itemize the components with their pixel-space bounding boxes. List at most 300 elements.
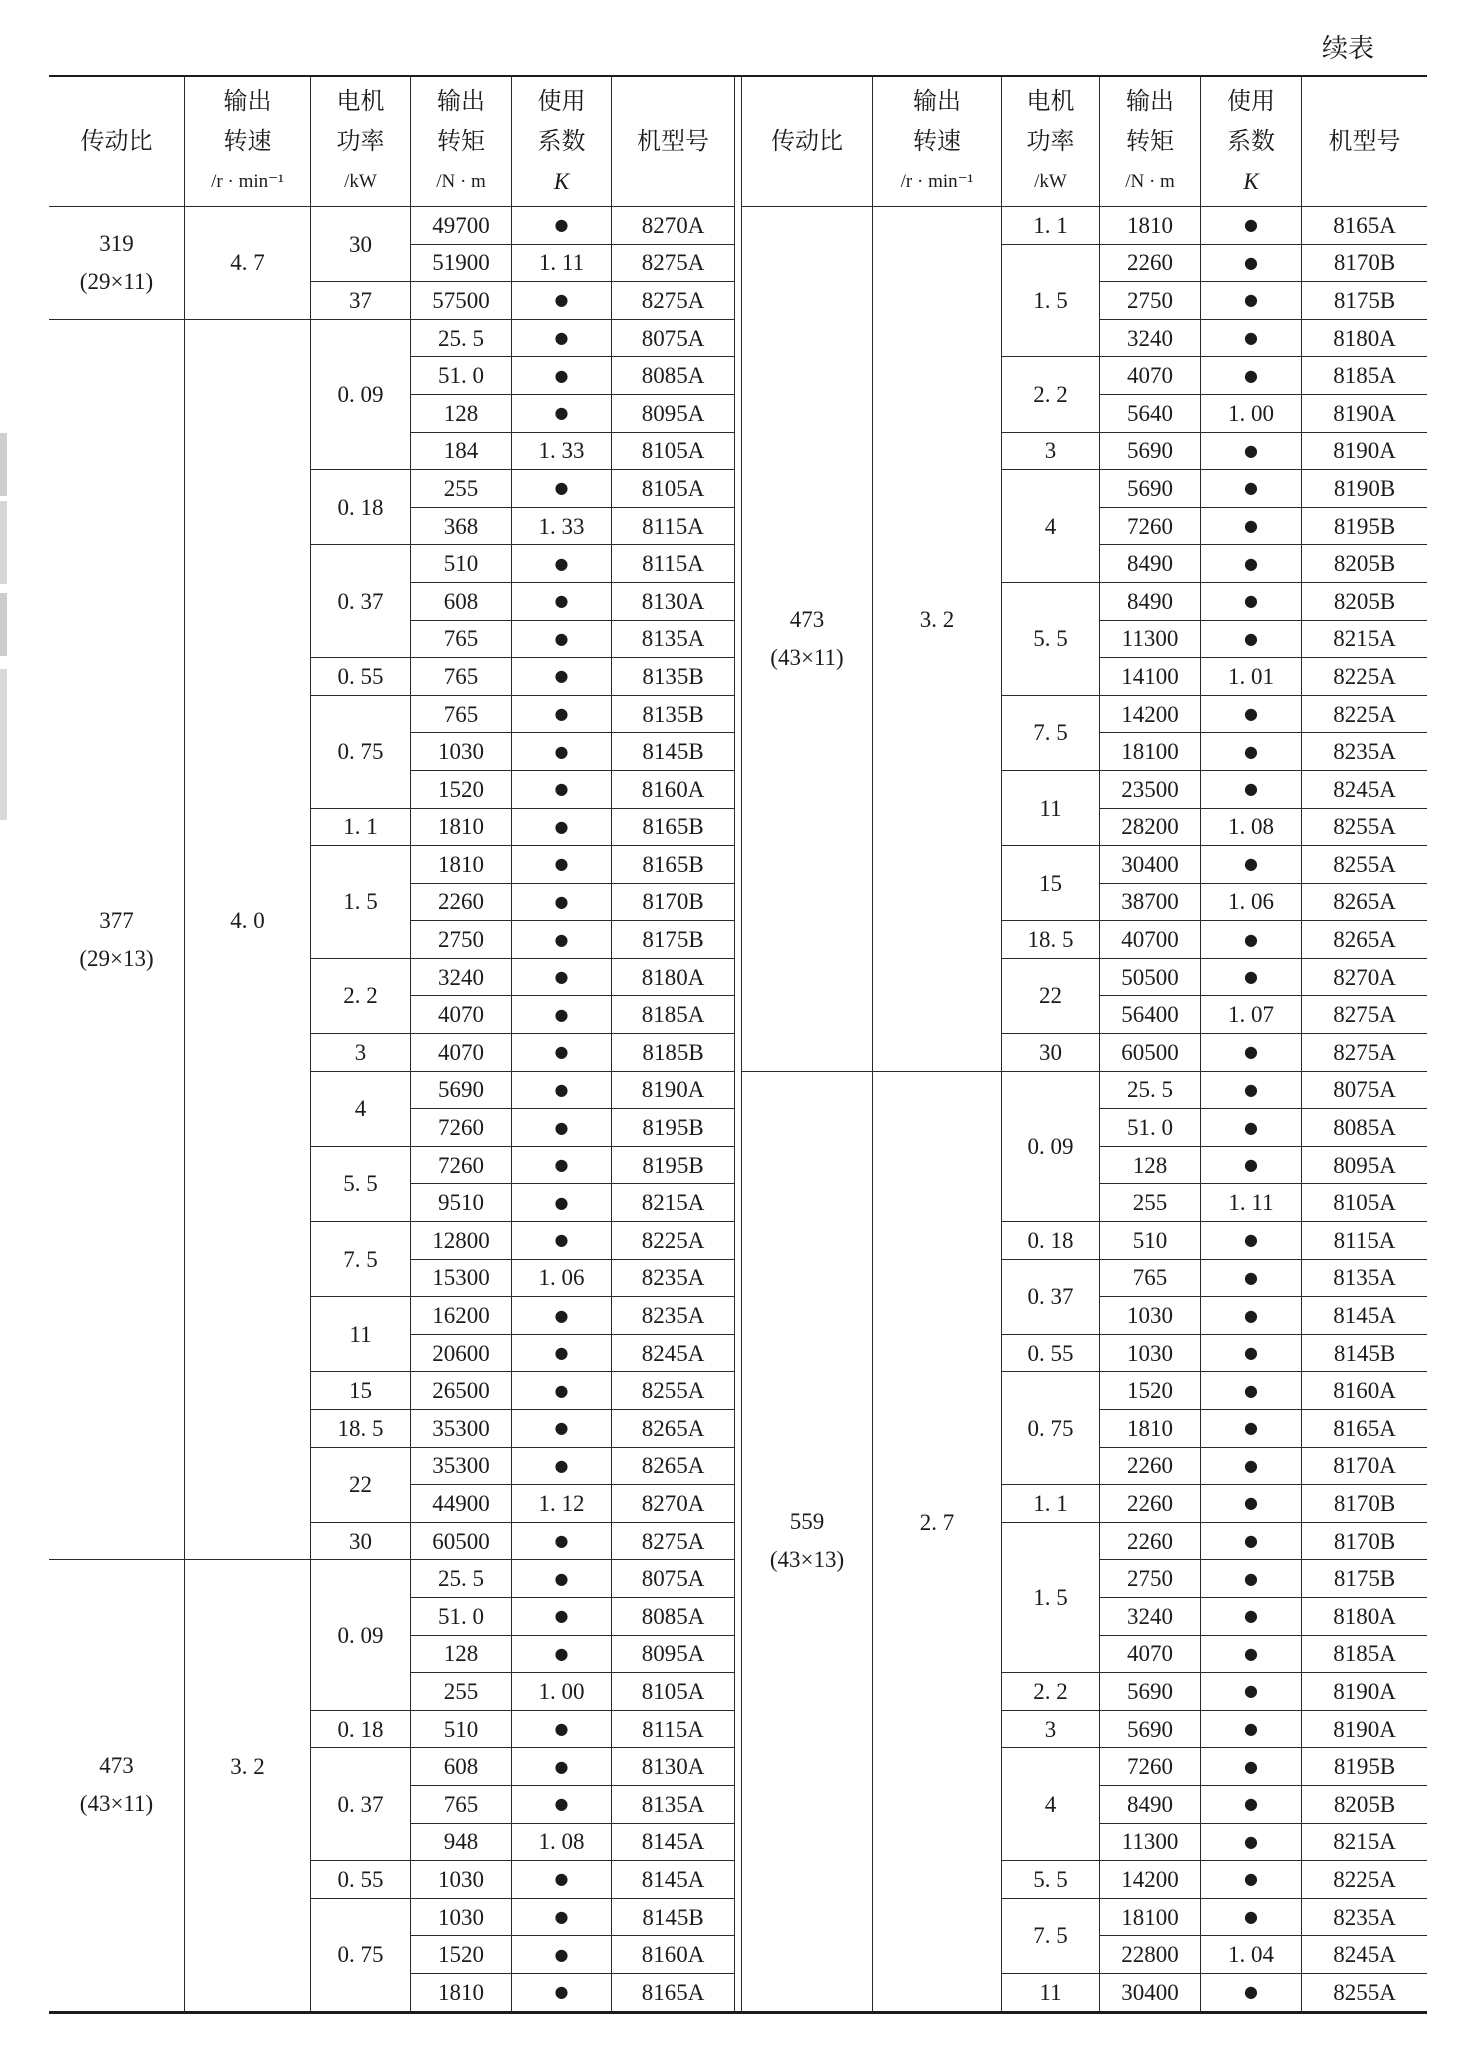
model-cell: 8075A — [1302, 1072, 1427, 1110]
service-factor-cell: ● — [512, 658, 612, 696]
service-factor-cell: ● — [1201, 1861, 1302, 1899]
service-factor-cell: ● — [512, 1222, 612, 1260]
model-cell: 8245A — [612, 1335, 735, 1373]
model-cell: 8105A — [612, 1673, 735, 1711]
model-cell: 8235A — [612, 1297, 735, 1335]
model-cell: 8225A — [612, 1222, 735, 1260]
model-cell: 8275A — [612, 1523, 735, 1561]
output-torque-cell: 1810 — [411, 1974, 512, 2012]
service-factor-cell: ● — [1201, 1034, 1302, 1072]
motor-power-cell: 1. 1 — [1002, 1485, 1100, 1523]
motor-power-cell: 3 — [311, 1034, 411, 1072]
model-cell: 8115A — [612, 508, 735, 546]
output-torque-cell: 3240 — [1100, 320, 1201, 358]
service-factor-cell: ● — [1201, 1598, 1302, 1636]
model-cell: 8215A — [1302, 621, 1427, 659]
output-torque-cell: 51. 0 — [411, 357, 512, 395]
output-speed-cell: 2. 7 — [873, 1072, 1002, 2012]
service-factor-cell: ● — [1201, 245, 1302, 283]
service-factor-cell: 1. 04 — [1201, 1936, 1302, 1974]
model-cell: 8130A — [612, 583, 735, 621]
model-cell: 8275A — [612, 245, 735, 283]
service-factor-cell: ● — [512, 809, 612, 847]
motor-power-cell: 4 — [311, 1072, 411, 1147]
model-cell: 8085A — [612, 357, 735, 395]
table-bottom-rule — [49, 2011, 1427, 2014]
service-factor-cell: ● — [1201, 1673, 1302, 1711]
service-factor-cell: ● — [512, 282, 612, 320]
output-torque-cell: 608 — [411, 583, 512, 621]
output-speed-header-line: 转速 — [913, 128, 961, 155]
output-torque-cell: 510 — [411, 545, 512, 583]
service-factor-cell: ● — [1201, 545, 1302, 583]
service-factor-cell: ● — [1201, 621, 1302, 659]
service-factor-cell: ● — [512, 1523, 612, 1561]
output-torque-cell: 2260 — [1100, 1523, 1201, 1561]
output-torque-cell: 5690 — [1100, 470, 1201, 508]
service-factor-cell: ● — [1201, 1485, 1302, 1523]
service-factor-cell: ● — [1201, 1448, 1302, 1486]
model-cell: 8145B — [1302, 1335, 1427, 1373]
service-factor-cell: ● — [1201, 1147, 1302, 1185]
model-cell: 8165A — [1302, 207, 1427, 245]
service-factor-cell: 1. 12 — [512, 1485, 612, 1523]
service-factor-cell: 1. 01 — [1201, 658, 1302, 696]
motor-power-cell: 15 — [311, 1372, 411, 1410]
output-speed-header-line: 转速 — [223, 128, 272, 155]
motor-power-cell: 7. 5 — [1002, 696, 1100, 771]
model-cell: 8275A — [612, 282, 735, 320]
ratio-header-line: 传动比 — [80, 128, 153, 155]
service-factor-cell: ● — [1201, 1410, 1302, 1448]
model-cell: 8190A — [1302, 1673, 1427, 1711]
motor-power-cell: 30 — [1002, 1034, 1100, 1072]
model-cell: 8095A — [1302, 1147, 1427, 1185]
motor-power-header-line: 电机 — [1026, 88, 1075, 115]
service-factor-cell: ● — [512, 1598, 612, 1636]
service-factor-cell: ● — [512, 1560, 612, 1598]
output-torque-cell: 4070 — [411, 996, 512, 1034]
output-speed-header-line: /r · min⁻¹ — [900, 170, 974, 192]
model-cell: 8170B — [1302, 245, 1427, 283]
service-factor-cell: ● — [512, 733, 612, 771]
output-torque-cell: 184 — [411, 433, 512, 471]
model-cell: 8135A — [1302, 1260, 1427, 1298]
service-factor-cell: ● — [1201, 1786, 1302, 1824]
service-factor-cell: ● — [512, 1072, 612, 1110]
model-header — [612, 77, 735, 207]
ratio-cell — [49, 207, 185, 320]
service-factor-cell: ● — [512, 1711, 612, 1749]
model-cell: 8145A — [612, 1824, 735, 1862]
service-factor-header-line: 系数 — [1227, 128, 1275, 155]
model-cell: 8225A — [1302, 658, 1427, 696]
output-torque-cell: 50500 — [1100, 959, 1201, 997]
motor-power-cell: 0. 18 — [1002, 1222, 1100, 1260]
model-cell: 8270A — [612, 207, 735, 245]
motor-power-cell: 0. 18 — [311, 1711, 411, 1749]
ratio-breakdown: (43×11) — [770, 644, 844, 670]
model-cell: 8130A — [612, 1748, 735, 1786]
output-torque-cell: 510 — [411, 1711, 512, 1749]
output-torque-cell: 7260 — [1100, 508, 1201, 546]
model-cell: 8265A — [612, 1448, 735, 1486]
motor-power-cell: 11 — [311, 1297, 411, 1372]
model-cell: 8205B — [1302, 545, 1427, 583]
motor-power-header-line: 功率 — [1026, 128, 1075, 155]
service-factor-cell: ● — [1201, 1636, 1302, 1674]
ratio-header — [742, 77, 873, 207]
output-torque-cell: 255 — [411, 1673, 512, 1711]
model-cell: 8115A — [1302, 1222, 1427, 1260]
service-factor-cell: ● — [1201, 320, 1302, 358]
motor-power-cell: 5. 5 — [311, 1147, 411, 1222]
motor-power-cell: 0. 55 — [1002, 1335, 1100, 1373]
output-torque-cell: 60500 — [1100, 1034, 1201, 1072]
output-torque-header — [411, 77, 512, 207]
output-torque-cell: 11300 — [1100, 621, 1201, 659]
service-factor-cell: ● — [1201, 771, 1302, 809]
service-factor-cell: 1. 00 — [1201, 395, 1302, 433]
model-header-line: 机型号 — [637, 128, 709, 155]
output-torque-header-line: 转矩 — [1126, 128, 1174, 155]
service-factor-cell: ● — [512, 320, 612, 358]
output-torque-cell: 765 — [411, 621, 512, 659]
service-factor-cell: ● — [1201, 1899, 1302, 1937]
service-factor-cell: ● — [1201, 282, 1302, 320]
service-factor-cell: ● — [512, 1974, 612, 2012]
model-cell: 8105A — [1302, 1184, 1427, 1222]
model-cell: 8165B — [612, 846, 735, 884]
service-factor-cell: ● — [1201, 1711, 1302, 1749]
service-factor-cell: ● — [512, 1786, 612, 1824]
output-torque-cell: 4070 — [411, 1034, 512, 1072]
ratio-cell — [49, 1560, 185, 2011]
output-torque-cell: 2260 — [1100, 245, 1201, 283]
motor-power-cell: 1. 1 — [1002, 207, 1100, 245]
service-factor-cell: ● — [512, 1748, 612, 1786]
continued-table-label: 续表 — [1322, 34, 1375, 63]
model-cell: 8075A — [612, 1560, 735, 1598]
service-factor-cell: ● — [1201, 1109, 1302, 1147]
service-factor-cell: ● — [512, 959, 612, 997]
service-factor-cell: ● — [512, 996, 612, 1034]
output-torque-cell: 1030 — [411, 733, 512, 771]
output-torque-cell: 2750 — [1100, 282, 1201, 320]
motor-power-cell: 1. 5 — [1002, 1523, 1100, 1673]
service-factor-cell: 1. 08 — [1201, 809, 1302, 847]
output-torque-cell: 608 — [411, 1748, 512, 1786]
model-cell: 8170B — [1302, 1485, 1427, 1523]
output-torque-cell: 765 — [411, 658, 512, 696]
service-factor-cell: ● — [512, 1184, 612, 1222]
motor-power-cell: 30 — [311, 207, 411, 282]
service-factor-cell: ● — [512, 1636, 612, 1674]
service-factor-cell: ● — [1201, 959, 1302, 997]
output-torque-cell: 4070 — [1100, 1636, 1201, 1674]
output-torque-cell: 20600 — [411, 1335, 512, 1373]
ratio-cell — [742, 207, 873, 1072]
motor-power-cell: 22 — [1002, 959, 1100, 1034]
output-torque-cell: 765 — [1100, 1260, 1201, 1298]
output-torque-cell: 1520 — [411, 771, 512, 809]
output-torque-cell: 128 — [411, 1636, 512, 1674]
model-cell: 8255A — [1302, 1974, 1427, 2012]
output-speed-cell: 4. 7 — [185, 207, 311, 320]
output-torque-cell: 11300 — [1100, 1824, 1201, 1862]
service-factor-cell: ● — [512, 621, 612, 659]
service-factor-cell: ● — [1201, 583, 1302, 621]
output-torque-cell: 8490 — [1100, 545, 1201, 583]
model-cell: 8135B — [612, 696, 735, 734]
model-cell: 8165A — [1302, 1410, 1427, 1448]
output-torque-header-line: 转矩 — [437, 128, 485, 155]
output-speed-cell: 3. 2 — [873, 207, 1002, 1072]
service-factor-cell: 1. 00 — [512, 1673, 612, 1711]
output-torque-cell: 1030 — [1100, 1297, 1201, 1335]
output-torque-cell: 49700 — [411, 207, 512, 245]
output-torque-cell: 255 — [411, 470, 512, 508]
model-cell: 8105A — [612, 433, 735, 471]
output-torque-cell: 1520 — [411, 1936, 512, 1974]
output-torque-cell: 1810 — [411, 846, 512, 884]
motor-power-cell: 3 — [1002, 1711, 1100, 1749]
output-torque-cell: 948 — [411, 1824, 512, 1862]
output-torque-cell: 12800 — [411, 1222, 512, 1260]
output-torque-header-line: /N · m — [1125, 170, 1175, 192]
output-torque-cell: 1030 — [411, 1861, 512, 1899]
service-factor-cell: ● — [1201, 433, 1302, 471]
model-cell: 8235A — [1302, 1899, 1427, 1937]
model-cell: 8175B — [1302, 282, 1427, 320]
model-cell: 8265A — [612, 1410, 735, 1448]
output-speed-header-line: 输出 — [223, 88, 272, 115]
motor-power-cell: 0. 75 — [311, 1899, 411, 2012]
service-factor-cell: 1. 07 — [1201, 996, 1302, 1034]
model-cell: 8265A — [1302, 921, 1427, 959]
motor-power-cell: 5. 5 — [1002, 1861, 1100, 1899]
ratio-cell — [742, 1072, 873, 2012]
model-cell: 8145A — [612, 1861, 735, 1899]
model-cell: 8225A — [1302, 696, 1427, 734]
model-cell: 8270A — [612, 1485, 735, 1523]
model-cell: 8180A — [612, 959, 735, 997]
output-torque-cell: 51900 — [411, 245, 512, 283]
model-cell: 8185A — [612, 996, 735, 1034]
motor-power-cell: 0. 37 — [1002, 1260, 1100, 1335]
service-factor-cell: ● — [512, 583, 612, 621]
service-factor-cell: ● — [512, 207, 612, 245]
output-torque-cell: 1520 — [1100, 1372, 1201, 1410]
service-factor-cell: ● — [512, 1410, 612, 1448]
ratio-cell — [49, 320, 185, 1561]
output-torque-cell: 765 — [411, 1786, 512, 1824]
output-torque-cell: 2260 — [1100, 1485, 1201, 1523]
service-factor-cell: ● — [1201, 1974, 1302, 2012]
service-factor-cell: ● — [1201, 1372, 1302, 1410]
service-factor-cell: ● — [1201, 1072, 1302, 1110]
motor-power-cell: 3 — [1002, 433, 1100, 471]
motor-power-cell: 22 — [311, 1448, 411, 1523]
output-torque-cell: 1810 — [1100, 207, 1201, 245]
output-torque-cell: 7260 — [411, 1109, 512, 1147]
ratio-value: 559 — [789, 1509, 825, 1535]
output-torque-cell: 3240 — [1100, 1598, 1201, 1636]
output-torque-header — [1100, 77, 1201, 207]
service-factor-cell: ● — [512, 1372, 612, 1410]
service-factor-cell: ● — [512, 1335, 612, 1373]
service-factor-cell: ● — [512, 1034, 612, 1072]
service-factor-cell: ● — [1201, 733, 1302, 771]
model-cell: 8235A — [612, 1260, 735, 1298]
motor-power-cell: 7. 5 — [1002, 1899, 1100, 1974]
service-factor-cell: ● — [512, 1861, 612, 1899]
model-cell: 8095A — [612, 395, 735, 433]
motor-power-cell: 37 — [311, 282, 411, 320]
output-torque-cell: 5690 — [411, 1072, 512, 1110]
motor-power-cell: 1. 5 — [1002, 245, 1100, 358]
ratio-header — [49, 77, 185, 207]
model-cell: 8180A — [1302, 320, 1427, 358]
service-factor-cell: ● — [1201, 1297, 1302, 1335]
output-torque-cell: 14100 — [1100, 658, 1201, 696]
model-cell: 8205B — [1302, 583, 1427, 621]
service-factor-cell: ● — [512, 357, 612, 395]
output-torque-cell: 14200 — [1100, 696, 1201, 734]
model-cell: 8170A — [1302, 1448, 1427, 1486]
service-factor-cell: ● — [512, 846, 612, 884]
model-cell: 8085A — [1302, 1109, 1427, 1147]
output-torque-cell: 26500 — [411, 1372, 512, 1410]
output-torque-cell: 35300 — [411, 1410, 512, 1448]
model-cell: 8135A — [612, 621, 735, 659]
service-factor-cell: ● — [1201, 846, 1302, 884]
output-torque-cell: 5640 — [1100, 395, 1201, 433]
output-speed-cell: 3. 2 — [185, 1560, 311, 2011]
model-cell: 8190A — [1302, 395, 1427, 433]
model-cell: 8215A — [1302, 1824, 1427, 1862]
output-torque-cell: 2260 — [411, 884, 512, 922]
output-torque-cell: 765 — [411, 696, 512, 734]
output-torque-cell: 16200 — [411, 1297, 512, 1335]
output-speed-header — [873, 77, 1002, 207]
output-torque-cell: 8490 — [1100, 583, 1201, 621]
motor-power-cell: 0. 37 — [311, 1748, 411, 1861]
service-factor-cell: ● — [1201, 696, 1302, 734]
motor-power-cell: 11 — [1002, 1974, 1100, 2012]
model-cell: 8185A — [1302, 1636, 1427, 1674]
service-factor-cell: ● — [512, 921, 612, 959]
motor-power-header-line: /kW — [1034, 170, 1067, 192]
motor-power-cell: 5. 5 — [1002, 583, 1100, 696]
model-cell: 8115A — [612, 1711, 735, 1749]
motor-power-cell: 0. 09 — [1002, 1072, 1100, 1222]
service-factor-cell: ● — [1201, 1222, 1302, 1260]
service-factor-cell: ● — [1201, 207, 1302, 245]
motor-power-cell: 15 — [1002, 846, 1100, 921]
motor-power-cell: 2. 2 — [1002, 357, 1100, 432]
model-cell: 8175B — [1302, 1560, 1427, 1598]
output-torque-cell: 5690 — [1100, 1711, 1201, 1749]
output-torque-cell: 4070 — [1100, 357, 1201, 395]
model-cell: 8115A — [612, 545, 735, 583]
output-torque-cell: 510 — [1100, 1222, 1201, 1260]
output-torque-cell: 51. 0 — [1100, 1109, 1201, 1147]
output-torque-cell: 35300 — [411, 1448, 512, 1486]
model-cell: 8195B — [1302, 508, 1427, 546]
service-factor-cell: ● — [512, 884, 612, 922]
output-speed-header — [185, 77, 311, 207]
motor-power-header-line: /kW — [344, 170, 377, 192]
motor-power-cell: 0. 18 — [311, 470, 411, 545]
output-torque-cell: 60500 — [411, 1523, 512, 1561]
motor-power-cell: 30 — [311, 1523, 411, 1561]
output-torque-cell: 38700 — [1100, 884, 1201, 922]
output-torque-cell: 30400 — [1100, 846, 1201, 884]
ratio-header-line: 传动比 — [771, 128, 843, 155]
model-cell: 8215A — [612, 1184, 735, 1222]
ratio-value: 377 — [99, 907, 134, 933]
service-factor-cell: ● — [512, 1297, 612, 1335]
model-cell: 8175B — [612, 921, 735, 959]
motor-power-cell: 0. 09 — [311, 320, 411, 470]
output-speed-header-line: /r · min⁻¹ — [211, 170, 284, 192]
service-factor-cell: ● — [1201, 508, 1302, 546]
model-cell: 8105A — [612, 470, 735, 508]
output-torque-cell: 128 — [411, 395, 512, 433]
service-factor-cell: ● — [512, 696, 612, 734]
output-torque-cell: 3240 — [411, 959, 512, 997]
output-torque-cell: 8490 — [1100, 1786, 1201, 1824]
model-cell: 8135B — [612, 658, 735, 696]
model-cell: 8255A — [612, 1372, 735, 1410]
output-torque-cell: 56400 — [1100, 996, 1201, 1034]
model-cell: 8165B — [612, 809, 735, 847]
service-factor-cell: ● — [512, 545, 612, 583]
model-cell: 8190A — [1302, 433, 1427, 471]
service-factor-cell: 1. 06 — [512, 1260, 612, 1298]
motor-power-header — [311, 77, 411, 207]
model-cell: 8145A — [1302, 1297, 1427, 1335]
model-cell: 8135A — [612, 1786, 735, 1824]
service-factor-cell: 1. 33 — [512, 433, 612, 471]
output-torque-cell: 30400 — [1100, 1974, 1201, 2012]
service-factor-header — [1201, 77, 1302, 207]
service-factor-cell: 1. 33 — [512, 508, 612, 546]
service-factor-cell: ● — [1201, 1260, 1302, 1298]
motor-power-cell: 1. 5 — [311, 846, 411, 959]
model-cell: 8205B — [1302, 1786, 1427, 1824]
ratio-breakdown: (29×11) — [79, 268, 154, 294]
model-header-line: 机型号 — [1328, 128, 1401, 155]
output-torque-cell: 7260 — [1100, 1748, 1201, 1786]
model-cell: 8225A — [1302, 1861, 1427, 1899]
model-cell: 8190A — [1302, 1711, 1427, 1749]
motor-power-cell: 11 — [1002, 771, 1100, 846]
motor-power-header-line: 功率 — [336, 128, 385, 155]
service-factor-header-line: K — [553, 168, 570, 194]
model-cell: 8195B — [612, 1109, 735, 1147]
model-cell: 8185B — [612, 1034, 735, 1072]
output-torque-cell: 22800 — [1100, 1936, 1201, 1974]
model-cell: 8145B — [612, 1899, 735, 1937]
model-cell: 8195B — [612, 1147, 735, 1185]
service-factor-cell: ● — [1201, 1748, 1302, 1786]
output-torque-cell: 28200 — [1100, 809, 1201, 847]
model-cell: 8095A — [612, 1636, 735, 1674]
service-factor-cell: ● — [1201, 470, 1302, 508]
output-torque-cell: 9510 — [411, 1184, 512, 1222]
